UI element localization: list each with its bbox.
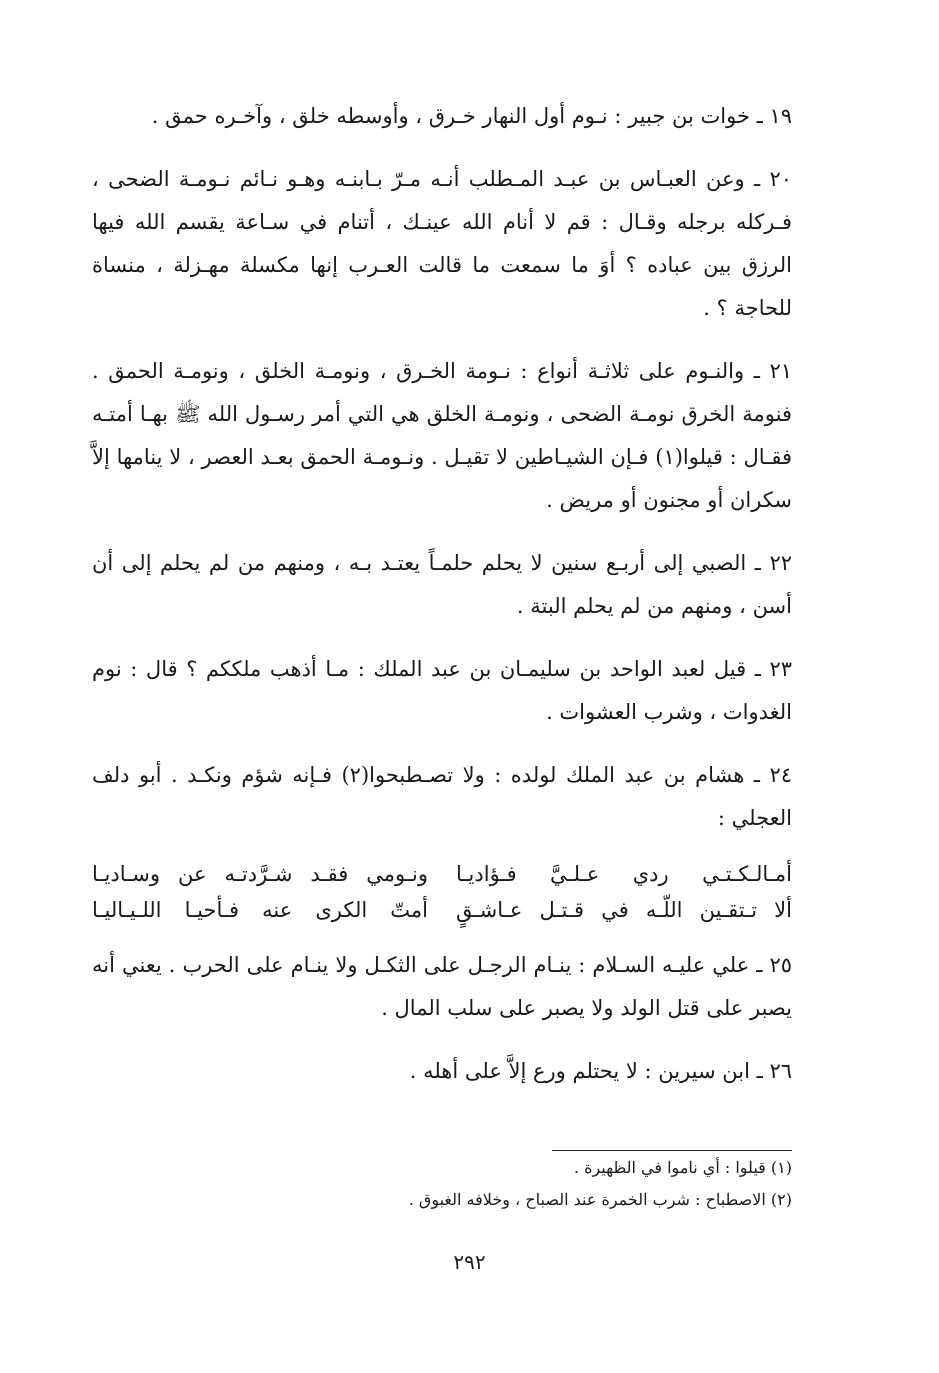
paragraph-25: ٢٥ ـ علي عليـه السـلام : ينـام الرجـل على الثكـل ولا ينـام على الحرب . يعني أنه يصبر على قتل الولد ولا يصبر على سلب المال . [92, 953, 792, 1020]
paragraph-20: ٢٠ ـ وعن العبـاس بن عبـد المـطلب أنـه مـرّ بـابنـه وهـو نـائم نـومـة الضحى ، فـركله برجله وقـال : قم لا أنام الله عينـك ، أتنام في سـاعة يقسم الله فيها الرزق بين عباده ؟ أوَ ما سمعت ما قالت العـرب إنها مكسلة مهـزلة ، منساة للحاجة ؟ . [92, 167, 792, 320]
paragraph-21: ٢١ ـ والنـوم على ثلاثـة أنواع : نـومة الخـرق ، ونومـة الخلق ، ونومـة الحمق . فنومة الخرق نومـة الضحى ، ونومـة الخلق هي التي أمر رسـول الله ﷺ بهـا أمتـه فقـال : قيلوا(١) فـإن الشيـاطين لا تقيـل . ونـومـة الحمق بعـد العصر ، لا ينامها إلاَّ سكران أو مجنون أو مريض . [92, 359, 792, 512]
hemistich-second: ونـومي فقـد شـرَّدتـه عن وسـاديـا [92, 862, 428, 886]
footnote-2: (٢) الاصطباح : شرب الخمرة عند الصباح ، وخلافه الغبوق . [408, 1190, 792, 1209]
page-body [92, 95, 792, 1113]
paragraph-19: ١٩ ـ خوات بن جبير : نـوم أول النهار خـرق ، وأوسطه خلق ، وآخـره حمق . [151, 104, 792, 128]
paragraph-22: ٢٢ ـ الصبي إلى أربـع سنين لا يحلم حلمـاً يعتـد بـه ، ومنهم من لم يحلم إلى أن أسن ، ومنهم من لم يحلم البتة . [92, 551, 792, 618]
poem-verse [92, 856, 792, 892]
paragraph-23: ٢٣ ـ قيل لعبد الواحد بن سليمـان بن عبد الملك : مـا أذهب ملككم ؟ قال : نوم الغدوات ، وشرب العشوات . [92, 657, 792, 724]
footnotes [232, 1152, 792, 1216]
paragraph-26: ٢٦ ـ ابن سيرين : لا يحتلم ورع إلاَّ على أهله . [409, 1059, 792, 1083]
hemistich-second: أمتّ الكرى عنه فـأحيـا اللـيـاليـا [92, 898, 428, 922]
hemistich-first: أمـالـكـتـي ردي عـلـيَّ فـؤاديـا [456, 862, 792, 886]
footnote-divider [552, 1150, 792, 1151]
poem-verse [92, 892, 792, 928]
page-number: ٢٩٢ [453, 1250, 486, 1274]
poem [92, 856, 792, 928]
footnote-1: (١) قيلوا : أي ناموا في الظهيرة . [573, 1158, 792, 1177]
hemistich-first: ألا تـتقـين اللّـه في قـتـل عـاشـقٍ [456, 898, 792, 922]
paragraph-24: ٢٤ ـ هشام بن عبد الملك لولده : ولا تصـطبحوا(٢) فـإنه شؤم ونكـد . أبو دلف العجلي : [92, 763, 793, 830]
